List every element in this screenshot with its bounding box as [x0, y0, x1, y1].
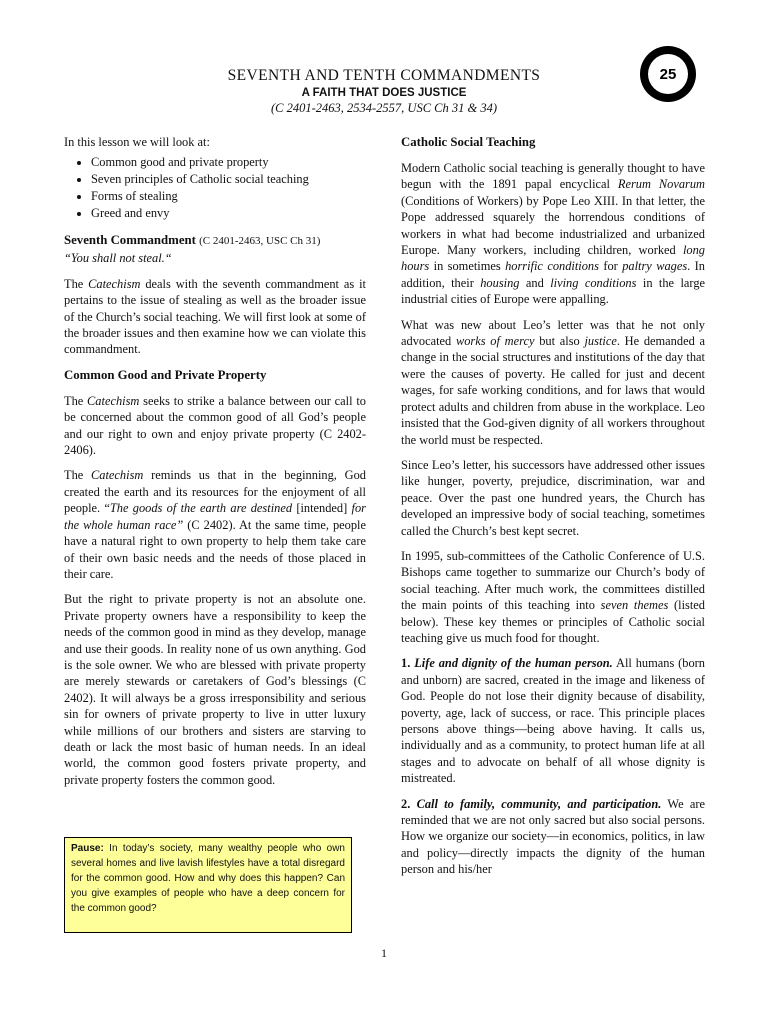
list-item: • Common good and private property [91, 154, 366, 171]
pause-text: In today’s society, many wealthy people who own several homes and live lavish lifestyles have a total disregard for the common good. How and why does this happen? Can you give examples of people who have a deep concern for the common good? [71, 843, 345, 914]
left-column [64, 134, 366, 797]
paragraph: But the right to private property is not an absolute one. Private property owners have a responsibility to keep the needs of the common good in mind as they develop, manage and use their goods. In reality none of us own anything. God is the sole owner. We who are blessed with private property are merely stewards or caretakers of God’s blessings (C 2402). It will always be a gross irresponsibility and serious sin for owners of private property to live in utter luxury while millions of our brothers and sisters are starving to death or lack the most basic of human needs. In an ideal world, the common good fosters private property, and private property fosters the common good. [64, 592, 366, 787]
seventh-commandment-heading: Seventh Commandment (C 2401-2463, USC Ch 31) [64, 233, 321, 248]
right-column [401, 134, 705, 878]
commandment-quote: “You shall not steal.“ [64, 251, 172, 266]
lesson-number-badge [640, 46, 696, 102]
page-number: 1 [381, 946, 387, 960]
lesson-references: (C 2401-2463, 2534-2557, USC Ch 31 & 34) [270, 101, 498, 115]
catholic-social-teaching-heading: Catholic Social Teaching [401, 135, 536, 149]
pause-label: Pause: [71, 843, 104, 854]
pause-callout-box [64, 837, 352, 933]
lesson-topics-list [64, 154, 366, 222]
intro-text: In this lesson we will look at: [64, 135, 210, 149]
principle-1: 1. Life and dignity of the human person. All humans (born and unborn) are sacred, created in the image and likeness of God. People do not lose their dignity because of disability, poverty, age, lack of success, or race. This principle places persons above things—being above having. It calls us, individually and as a community, to protect human life at all stages and to advocate on behalf of all whose dignity is mistreated. [401, 656, 705, 786]
list-item: • Forms of stealing [91, 188, 366, 205]
lesson-title: SEVENTH AND TENTH COMMANDMENTS [227, 67, 541, 84]
list-item: • Greed and envy [91, 205, 366, 222]
paragraph: Modern Catholic social teaching is generally thought to have begun with the 1891 papal encyclical Rerum Novarum (Conditions of Workers) by Pope Leo XIII. In that letter, the Pope addressed squarely the horrendous conditions of workers in what had become industrialized and urbanized Europe. Many workers, including children, worked long hours in sometimes horrific conditions for paltry wages. In addition, their housing and living conditions in the large industrial cities of Europe were appalling. [401, 161, 706, 307]
paragraph: Since Leo’s letter, his successors have addressed other issues like hunger, poverty, prejudice, discrimination, war and peace. Over the past one hundred years, the Church has developed an impressive body of social teaching, sometimes called the Church’s best kept secret. [401, 457, 705, 538]
common-good-heading: Common Good and Private Property [64, 367, 267, 382]
lesson-number: 25 [648, 54, 688, 94]
principle-2: 2. Call to family, community, and participation. We are reminded that we are not only sacred but also social persons. How we organize our society—in economics, politics, in law and policy—directly impacts the dignity of the human person and his/her [401, 796, 705, 877]
seventh-commandment-refs: (C 2401-2463, USC Ch 31) [199, 235, 321, 248]
paragraph: The Catechism seeks to strike a balance between our call to be concerned about the common good of all God’s people and our right to own and enjoy private property (C 2402-2406). [64, 393, 366, 458]
paragraph: The Catechism deals with the seventh commandment as it pertains to the issue of stealing as well as the broader issue of the Church’s social teaching. We will first look at some of the broader issues and then examine how we can violate this commandment. [64, 276, 366, 357]
list-item: • Seven principles of Catholic social teaching [91, 171, 366, 188]
lesson-subtitle: A FAITH THAT DOES JUSTICE [301, 87, 467, 99]
paragraph: The Catechism reminds us that in the beginning, God created the earth and its resources for the enjoyment of all people. “The goods of the earth are destined [intended] for the whole human race” (C 2402). At the same time, people have a natural right to own property to help them take care of their own basic needs and the needs of those placed in their care. [64, 468, 367, 581]
paragraph: What was new about Leo’s letter was that he not only advocated works of mercy but also justice. He demanded a change in the social structures and institutions of the day that were the causes of poverty. He called for just and decent wages, for safe working conditions, and for laws that would protect adults and children from abuse in the workplace. Leo insisted that the God-given dignity of all workers throughout the world must be respected. [401, 317, 706, 447]
paragraph: In 1995, sub-committees of the Catholic Conference of U.S. Bishops came together to summarize our Church’s body of social teaching. After much work, the committees distilled the main points of this teaching into seven themes (listed below). These key themes or principles of Catholic social teaching give us much food for thought. [401, 548, 705, 645]
